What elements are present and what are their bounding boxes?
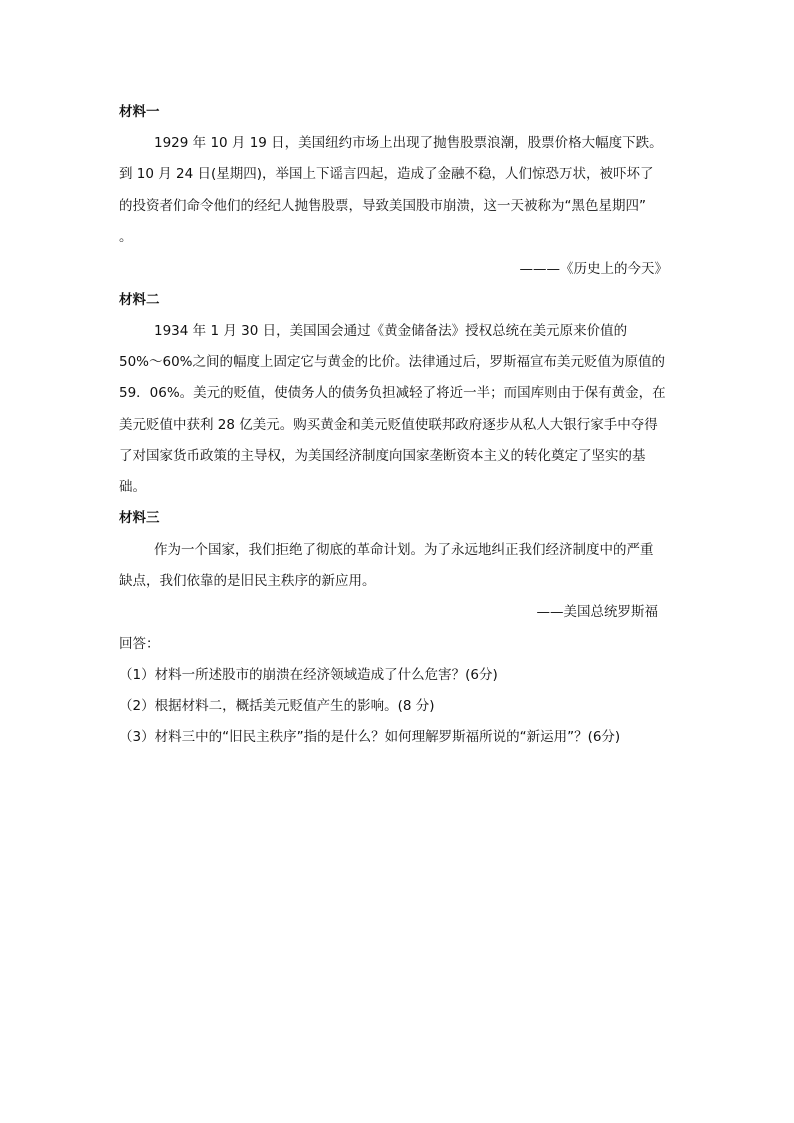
material3-line-2: 缺点，我们依靠的是旧民主秩序的新应用。 bbox=[119, 573, 376, 589]
question-3: （3）材料三中的“旧民主秩序”指的是什么？如何理解罗斯福所说的“新运用”？(6分) bbox=[119, 729, 621, 745]
question-1: （1）材料一所述股市的崩溃在经济领域造成了什么危害？(6分) bbox=[119, 667, 498, 683]
material2-line-3: 59．06%。美元的贬值，使债务人的债务负担减轻了将近一半；而国库则由于保有黄金，在 bbox=[119, 385, 666, 401]
material2-line-6: 础。 bbox=[119, 479, 146, 495]
material1-heading: 材料一 bbox=[119, 104, 160, 120]
material2-heading: 材料二 bbox=[119, 292, 160, 308]
material3-line-1: 作为一个国家，我们拒绝了彻底的革命计划。为了永远地纠正我们经济制度中的严重 bbox=[154, 542, 654, 558]
material2-line-4: 美元贬值中获利 28 亿美元。购买黄金和美元贬值使联邦政府逐步从私人大银行家手中夺得 bbox=[119, 417, 658, 433]
answer-label: 回答： bbox=[119, 636, 160, 652]
material2-line-2: 50%～60%之间的幅度上固定它与黄金的比价。法律通过后，罗斯福宣布美元贬值为原值的 bbox=[119, 354, 666, 370]
material3-heading: 材料三 bbox=[119, 510, 160, 526]
material1-line-3: 的投资者们命令他们的经纪人抛售股票，导致美国股市崩溃，这一天被称为“黑色星期四” bbox=[119, 198, 646, 214]
material1-line-2: 到 10 月 24 日(星期四)，举国上下谣言四起，造成了金融不稳，人们惊恐万状，被吓坏了 bbox=[119, 166, 654, 182]
material3-source: ——美国总统罗斯福 bbox=[536, 604, 658, 620]
question-2: （2）根据材料二，概括美元贬值产生的影响。(8 分) bbox=[119, 698, 435, 714]
material1-line-1: 1929 年 10 月 19 日，美国纽约市场上出现了抛售股票浪潮，股票价格大幅度下跌。 bbox=[154, 135, 663, 151]
material2-line-5: 了对国家货币政策的主导权，为美国经济制度向国家垄断资本主义的转化奠定了坚实的基 bbox=[119, 448, 646, 464]
material2-line-1: 1934 年 1 月 30 日，美国国会通过《黄金储备法》授权总统在美元原来价值的 bbox=[154, 323, 628, 339]
material1-line-4: 。 bbox=[119, 229, 133, 245]
material1-source: ———《历史上的今天》 bbox=[519, 261, 668, 277]
